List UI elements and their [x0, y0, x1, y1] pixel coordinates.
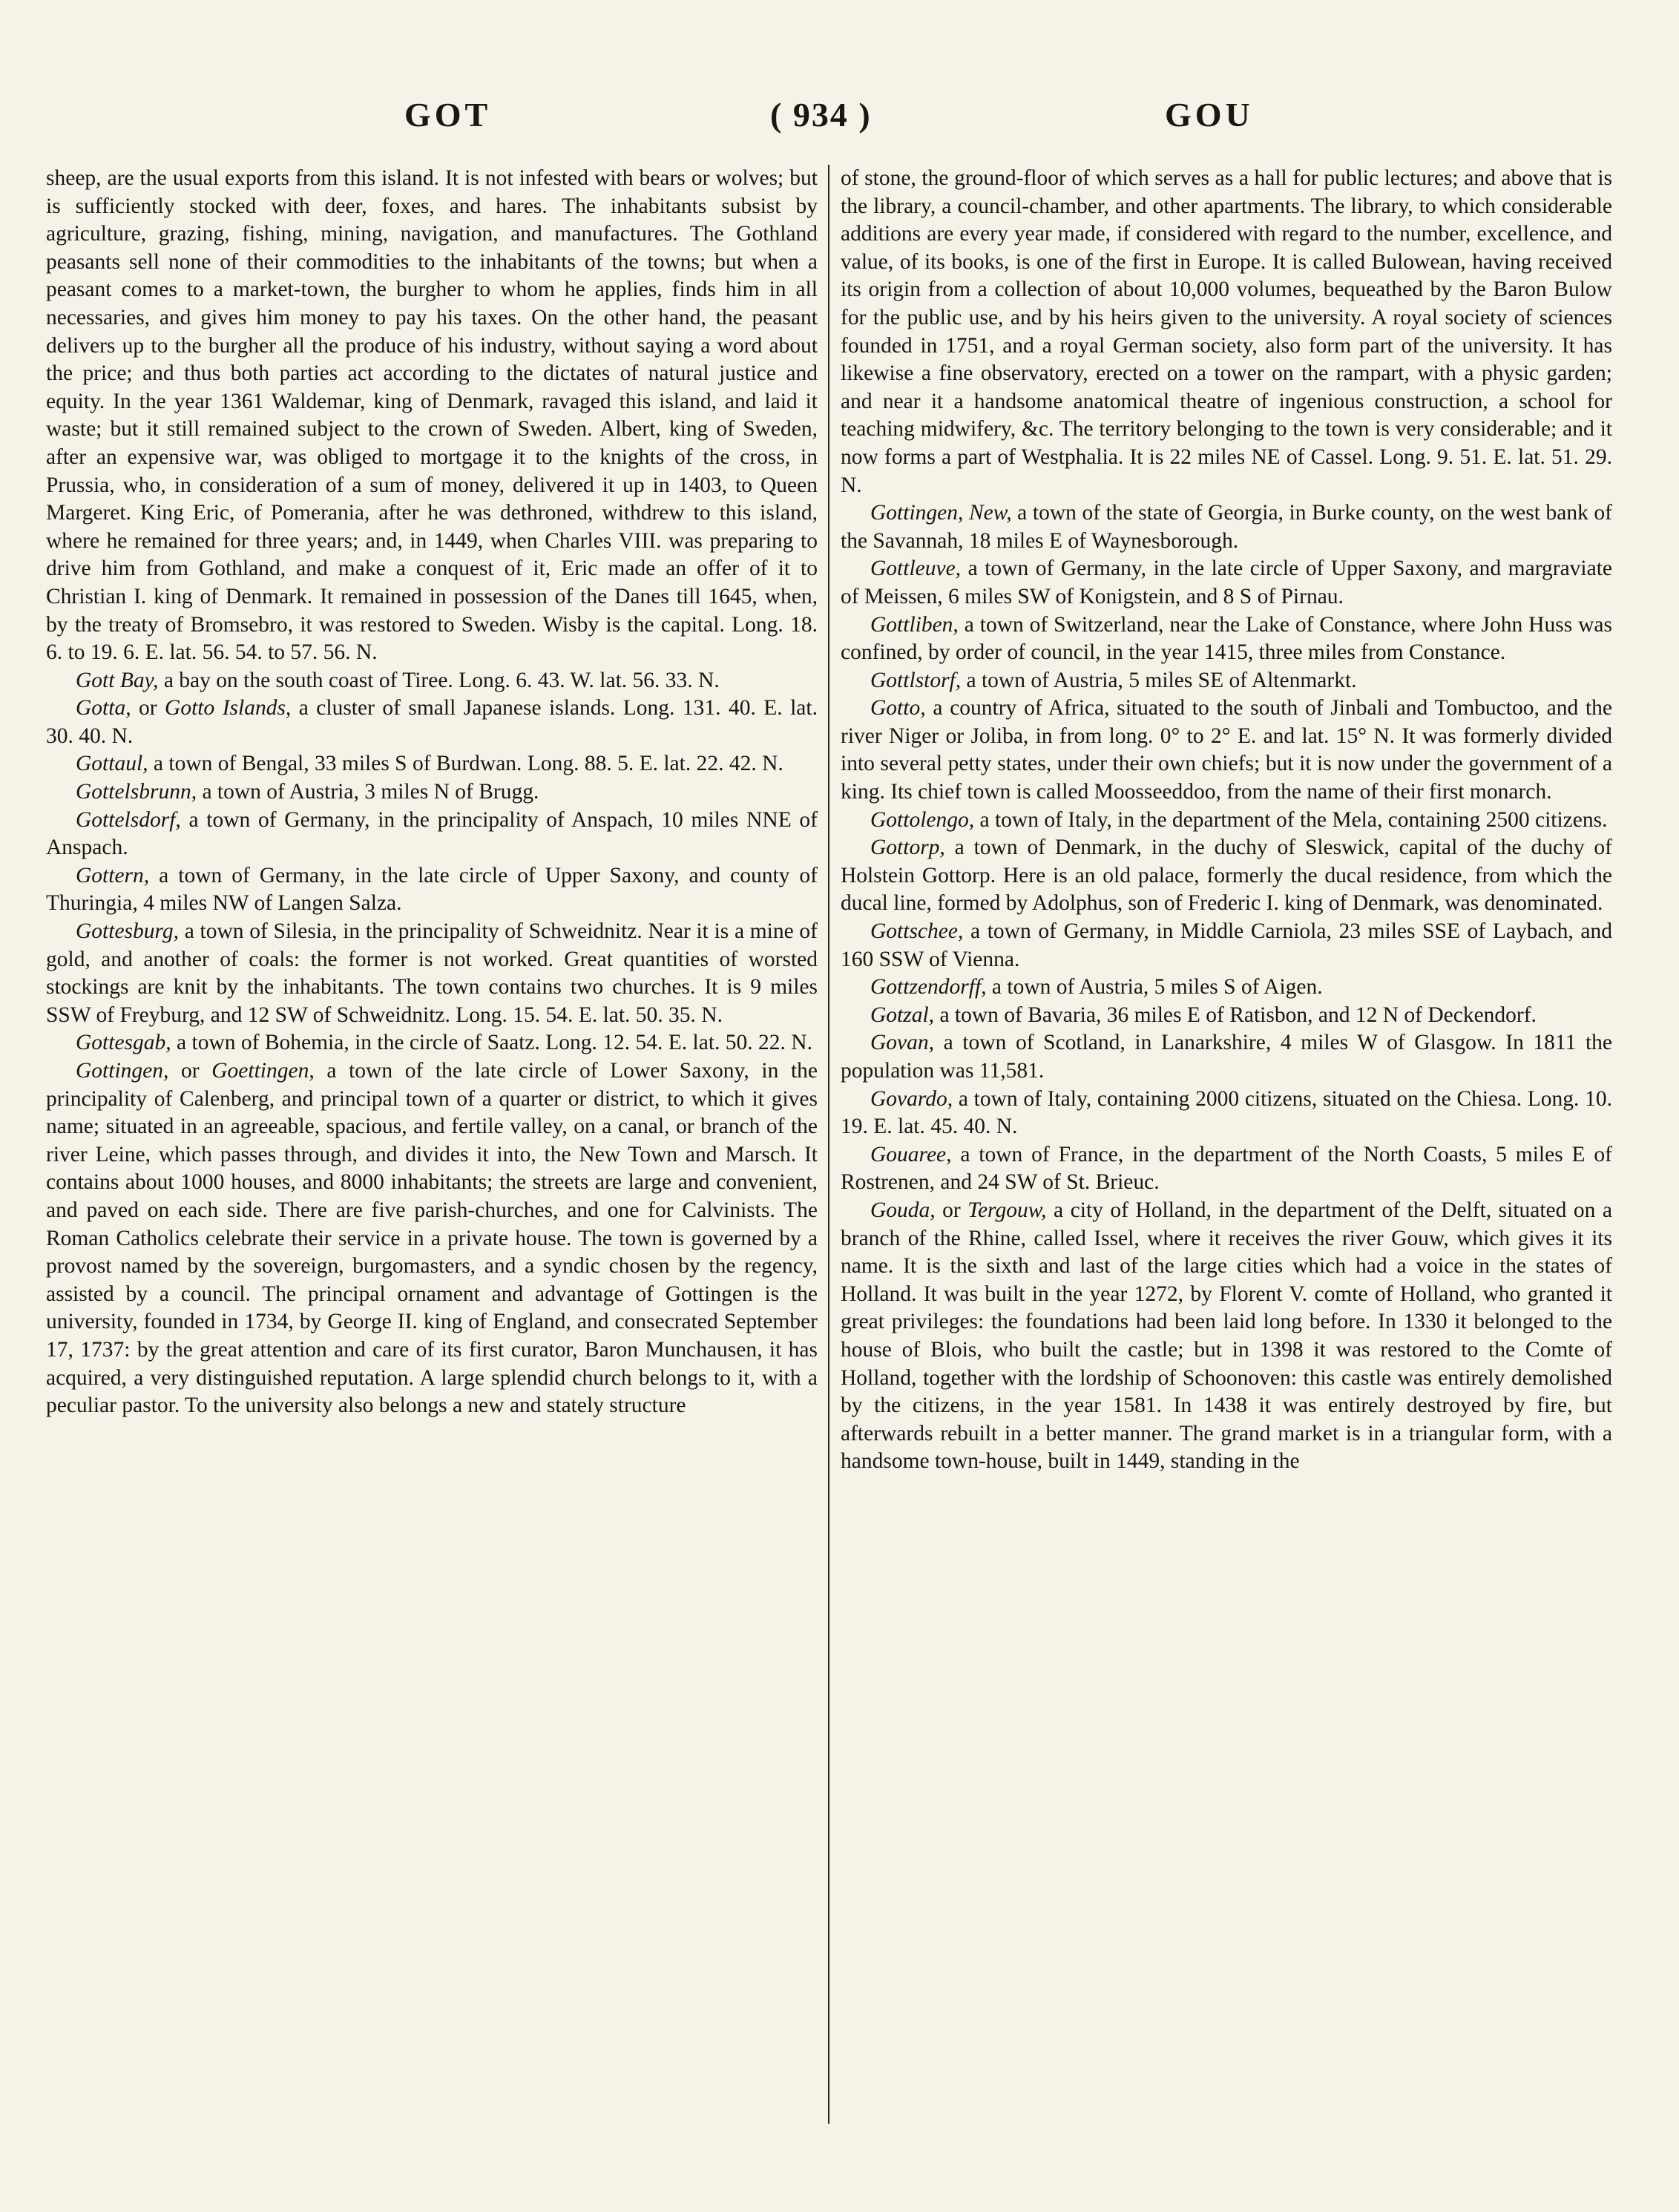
dictionary-entry: [841, 1002, 1612, 1030]
entry-text: of stone, the ground-floor of which serves as a hall for public lectures; and above that is the library, a council-chamber, and other apartments. The library, to which considerable additions are every year made, if considered with regard to the number, excellence, and value, of its books, is one of the first in Europe. It is called Bulowean, having received its origin from a collection of about 10,000 volumes, bequeathed by the Baron Bulow for the public use, and by his heirs given to the university. A royal society of sciences founded in 1751, and a royal German society, also form part of the university. It has likewise a fine observatory, erected on a tower on the rampart, with a physic garden; and near it a handsome anatomical theatre of ingenious construction, a school for teaching midwifery, &c. The territory belonging to the town is very considerable; and it now forms a part of Westphalia. It is 22 miles NE of Cassel. Long. 9. 51. E. lat. 51. 29. N.: [841, 166, 1612, 497]
entry-headword: Gottelsbrunn,: [76, 780, 197, 804]
entry-text: a town of Bohemia, in the circle of Saatz. Long. 12. 54. E. lat. 50. 22. N.: [171, 1031, 812, 1055]
entry-text: a town of Scotland, in Lanarkshire, 4 miles W of Glasgow. In 1811 the population was 11,581.: [841, 1031, 1612, 1083]
entry-headword: Govardo,: [870, 1086, 953, 1111]
entry-headword: Govan,: [870, 1031, 935, 1055]
dictionary-entry: [841, 1141, 1612, 1197]
entry-text: a town of Italy, containing 2000 citizens, situated on the Chiesa. Long. 10. 19. E. lat. 45. 40. N.: [841, 1086, 1612, 1139]
dictionary-entry: [46, 1029, 818, 1057]
entry-text: a town of Silesia, in the principality of Schweidnitz. Near it is a mine of gold, and another of coals: the former is not worked. Great quantities of worsted stockings are knit by the inhabitants. The town contains two churches. It is 9 miles SSW of Freyburg, and 12 SW of Schweidnitz. Long. 15. 54. E. lat. 50. 35. N.: [46, 919, 818, 1027]
dictionary-entry: [841, 1197, 1612, 1476]
entry-text: a town of Germany, in the late circle of Upper Saxony, and county of Thuringia, 4 miles NW of Langen Salza.: [46, 863, 818, 916]
page-number: ( 934 ): [770, 96, 872, 134]
dictionary-entry: [841, 918, 1612, 974]
entry-text: a town of Austria, 5 miles SE of Altenmarkt.: [961, 668, 1357, 692]
right-column: [841, 165, 1612, 2183]
entry-text: sheep, are the usual exports from this island. It is not infested with bears or wolves; but is sufficiently stocked with deer, foxes, and hares. The inhabitants subsist by agriculture, grazing, fishing, mining, navigation, and manufactures. The Gothland peasants sell none of their commodities to the inhabitants of the towns; but when a peasant comes to a market-town, the burgher to whom he applies, finds him in all necessaries, and gives him money to pay his taxes. On the other hand, the peasant delivers up to the burgher all the produce of his industry, without saying a word about the price; and thus both parties act according to the dictates of natural justice and equity. In the year 1361 Waldemar, king of Denmark, ravaged this island, and laid it waste; but it still remained subject to the crown of Sweden. Albert, king of Sweden, after an expensive war, was obliged to mortgage it to the knights of the cross, in Prussia, who, in consideration of a sum of money, delivered it up in 1403, to Queen Margeret. King Eric, of Pomerania, after he was dethroned, withdrew to this island, where he remained for three years; and, in 1449, when Charles VIII. was preparing to drive him from Gothland, and make a conquest of it, Eric made an offer of it to Christian I. king of Denmark. It remained in possession of the Danes till 1645, when, by the treaty of Bromsebro, it was restored to Sweden. Wisby is the capital. Long. 18. 6. to 19. 6. E. lat. 56. 54. to 57. 56. N.: [46, 166, 818, 665]
continued-text: [46, 165, 818, 667]
entry-headword: Gottern,: [76, 863, 150, 887]
dictionary-entry: [841, 1029, 1612, 1085]
running-head-right: GOU: [1165, 96, 1254, 134]
entry-headword: Gotzal,: [870, 1002, 935, 1027]
entry-text: or: [935, 1198, 968, 1222]
dictionary-entry: [46, 918, 818, 1029]
entry-text: a town of Germany, in the principality of Anspach, 10 miles NNE of Anspach.: [46, 807, 818, 860]
entry-text: a town of the late circle of Lower Saxony, in the principality of Calenberg, and principal town of a quarter or district, to which it gives name; situated in an agreeable, spacious, and fertile valley, on a canal, or branch of the river Leine, which passes through, and divides it into, the New Town and Marsch. It contains about 1000 houses, and 8000 inhabitants; the streets are large and convenient, and paved on each side. There are five parish-churches, and one for Calvinists. The Roman Catholics celebrate their service in a private house. The town is governed by a provost named by the sovereign, burgomasters, and a syndic chosen by the regency, assisted by a council. The principal ornament and advantage of Gottingen is the university, founded in 1734, by George II. king of England, and consecrated September 17, 1737: by the great attention and care of its first curator, Baron Munchausen, it has acquired, a very distinguished reputation. A large splendid church belongs to it, with a peculiar pastor. To the university also belongs a new and stately structure: [46, 1059, 818, 1418]
dictionary-entry: [841, 611, 1612, 667]
entry-headword: Gottaul,: [76, 752, 148, 776]
dictionary-entry: [46, 1057, 818, 1420]
entry-headword: Gotta,: [76, 696, 131, 721]
dictionary-entry: [841, 807, 1612, 835]
entry-text: a town of Germany, in the late circle of Upper Saxony, and margraviate of Meissen, 6 miles SW of Konigstein, and 8 S of Pirnau.: [841, 557, 1612, 608]
entry-text: a cluster of small Japanese islands. Long. 131. 40. E. lat. 30. 40. N.: [46, 696, 818, 748]
dictionary-entry: [841, 974, 1612, 1002]
entry-headword: Gotto Islands,: [165, 696, 292, 721]
entry-text: a town of Austria, 3 miles N of Brugg.: [197, 780, 539, 804]
dictionary-entry: [46, 807, 818, 862]
entry-text: a town of Denmark, in the duchy of Sleswick, capital of the duchy of Holstein Gottorp. Here is an old palace, formerly the ducal residence, from which the ducal line, formed by Adolphus, son of Frederic I. king of Denmark, was denominated.: [841, 836, 1612, 916]
entry-text: a town of France, in the department of the North Coasts, 5 miles E of Rostrenen, and 24 SW of St. Brieuc.: [841, 1142, 1612, 1195]
column-divider: [828, 165, 829, 2124]
dictionary-entry: [46, 750, 818, 778]
entry-text: a town of Bengal, 33 miles S of Burdwan. Long. 88. 5. E. lat. 22. 42. N.: [148, 752, 783, 776]
dictionary-entry: [46, 667, 818, 695]
entry-headword: Gouaree,: [870, 1142, 952, 1166]
dictionary-entry: [46, 778, 818, 807]
entry-text: a town of Bavaria, 36 miles E of Ratisbon, and 12 N of Deckendorf.: [934, 1002, 1537, 1027]
dictionary-entry: [841, 555, 1612, 611]
entry-headword: Gottesburg,: [76, 919, 180, 944]
entry-headword: Gottolengo,: [870, 807, 975, 832]
dictionary-entry: [841, 667, 1612, 695]
dictionary-entry: [841, 695, 1612, 806]
entry-headword: Goettingen,: [211, 1059, 315, 1083]
entry-headword: Gottelsdorf,: [76, 807, 181, 832]
continued-text: [841, 165, 1612, 499]
dictionary-entry: [46, 695, 818, 750]
entry-text: a town of Italy, in the department of the Mela, containing 2500 citizens.: [974, 807, 1608, 832]
entry-headword: Gouda,: [870, 1198, 936, 1222]
entry-headword: Gottesgab,: [76, 1031, 171, 1055]
entry-headword: Gottzendorff,: [870, 975, 987, 1000]
entry-text: or: [168, 1059, 212, 1083]
entry-headword: Gottorp,: [870, 836, 945, 860]
entry-text: a town of Switzerland, near the Lake of Constance, where John Huss was confined, by order of council, in the year 1415, three miles from Constance.: [841, 612, 1612, 665]
entry-headword: Gotto,: [870, 696, 926, 721]
entry-text: a town of the state of Georgia, in Burke county, on the west bank of the Savannah, 18 miles E of Waynesborough.: [841, 501, 1612, 553]
entry-text: a town of Germany, in Middle Carniola, 23 miles SSE of Laybach, and 160 SSW of Vienna.: [841, 919, 1612, 971]
entry-text: a country of Africa, situated to the south of Jinbali and Tombuctoo, and the river Niger or Joliba, in from long. 0° to 2° E. and lat. 15° N. It was formerly divided into several petty states, under their own chiefs; but it is now under the government of a king. Its chief town is called Moosseeddoo, from the name of their first monarch.: [841, 696, 1612, 804]
entry-headword: Gottliben,: [870, 612, 959, 637]
entry-headword: Tergouw,: [967, 1198, 1047, 1222]
dictionary-entry: [841, 1086, 1612, 1141]
dictionary-entry: [841, 834, 1612, 918]
entry-text: a town of Austria, 5 miles S of Aigen.: [986, 975, 1323, 1000]
entry-headword: Gottingen,: [76, 1059, 169, 1083]
entry-headword: Gottlstorf,: [870, 668, 962, 692]
left-column: [46, 165, 818, 2183]
dictionary-entry: [46, 862, 818, 918]
entry-headword: Gott Bay,: [76, 668, 159, 692]
running-head: [0, 95, 1679, 147]
entry-headword: Gottschee,: [870, 919, 964, 944]
entry-text: or: [131, 696, 165, 721]
dictionary-entry: [841, 499, 1612, 555]
entry-text: a bay on the south coast of Tiree. Long. 6. 43. W. lat. 56. 33. N.: [158, 668, 720, 692]
entry-headword: Gottingen, New,: [870, 501, 1012, 525]
entry-text: a city of Holland, in the department of the Delft, situated on a branch of the Rhine, called Issel, where it receives the river Gouw, which gives it its name. It is the sixth and last of the large cities which had a voice in the states of Holland. It was built in the year 1272, by Florent V. comte of Holland, who granted it great privileges: the foundations had been laid long before. In 1330 it belonged to the house of Blois, who built the castle; but in 1398 it was restored to the Comte of Holland, together with the lordship of Schoonoven: this castle was entirely demolished by the citizens, in the year 1581. In 1438 it was entirely destroyed by fire, but afterwards rebuilt in a better manner. The grand market is in a triangular form, with a handsome town-house, built in 1449, standing in the: [841, 1198, 1612, 1474]
running-head-left: GOT: [404, 96, 492, 134]
entry-headword: Gottleuve,: [870, 557, 962, 581]
